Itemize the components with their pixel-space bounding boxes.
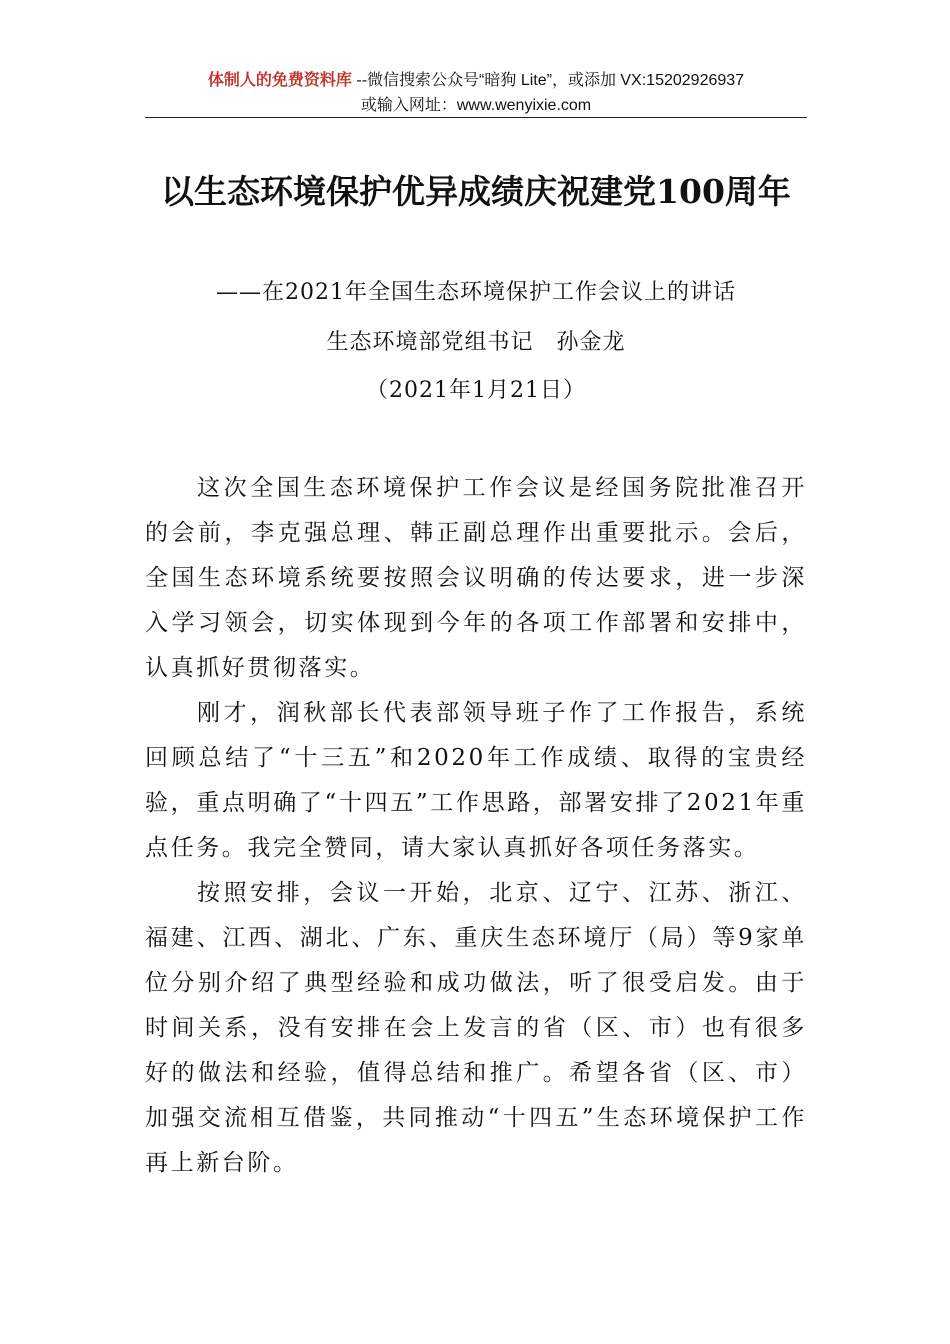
document-subtitle: ——在2021年全国生态环境保护工作会议上的讲话 (216, 280, 736, 305)
document-author: 生态环境部党组书记 孙金龙 (326, 330, 626, 355)
paragraph: 刚才，润秋部长代表部领导班子作了工作报告，系统回顾总结了“十三五”和2020年工作成绩、取得的宝贵经验，重点明确了“十四五”工作思路，部署安排了2021年重点任务。我完全赞同，请大家认真抓好各项任务落实。 (145, 700, 807, 861)
header-info: --微信搜索公众号“暗狗 Lite”，或添加 VX:15202926937 (351, 72, 745, 89)
document-body (145, 466, 807, 1186)
header-divider (145, 117, 807, 118)
document-title: 以生态环境保护优异成绩庆祝建党100周年 (161, 172, 791, 211)
page-header (145, 68, 807, 118)
paragraph: 按照安排，会议一开始，北京、辽宁、江苏、浙江、福建、江西、湖北、广东、重庆生态环境厅（局）等9家单位分别介绍了典型经验和成功做法，听了很受启发。由于时间关系，没有安排在会上发言的省（区、市）也有很多好的做法和经验，值得总结和推广。希望各省（区、市）加强交流相互借鉴，共同推动“十四五”生态环境保护工作再上新台阶。 (145, 880, 807, 1176)
paragraph: 这次全国生态环境保护工作会议是经国务院批准召开的会前，李克强总理、韩正副总理作出重要批示。会后，全国生态环境系统要按照会议明确的传达要求，进一步深入学习领会，切实体现到今年的各项工作部署和安排中，认真抓好贯彻落实。 (145, 475, 807, 681)
header-line-2: 或输入网址：www.wenyixie.com (360, 97, 592, 114)
header-line-1 (145, 68, 807, 93)
header-brand: 体制人的免费资料库 (207, 72, 352, 89)
document-date: （2021年1月21日） (366, 378, 586, 403)
